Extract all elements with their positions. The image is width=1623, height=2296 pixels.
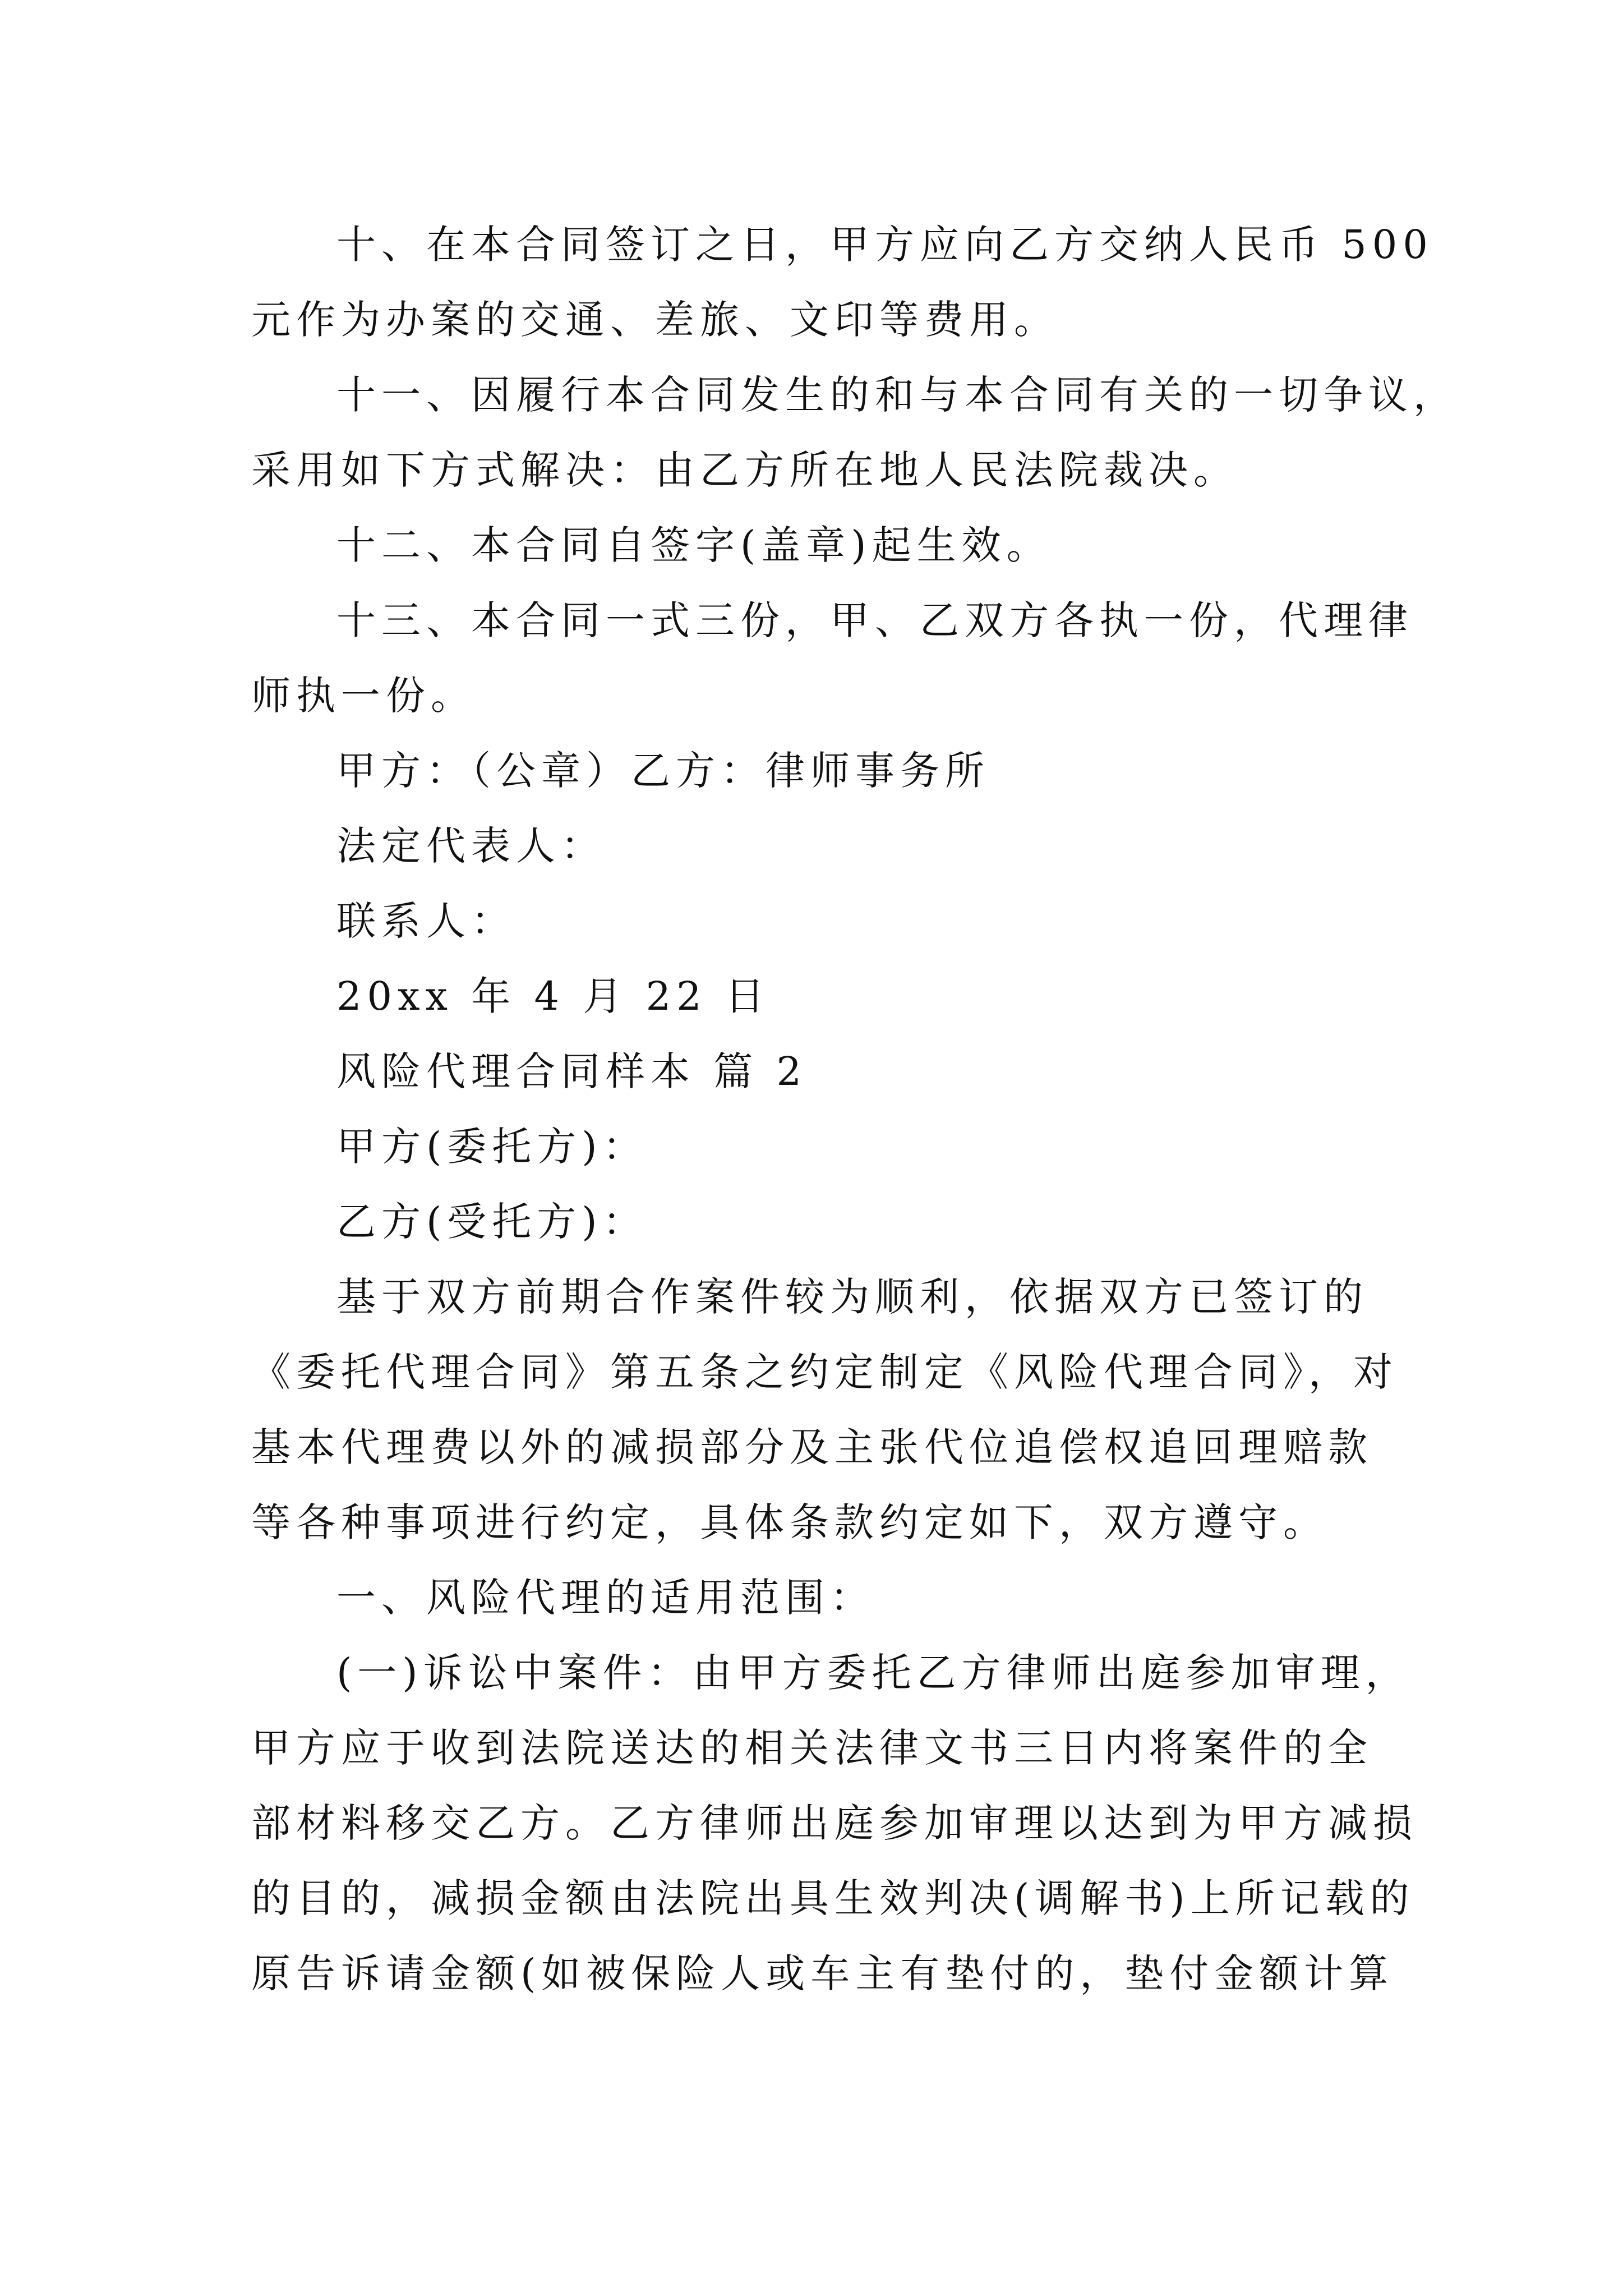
paragraph-line: 十一、因履行本合同发生的和与本合同有关的一切争议， xyxy=(336,372,1458,418)
paragraph-line: 师执一份。 xyxy=(251,673,476,719)
paragraph-line: 原告诉请金额(如被保险人或车主有垫付的，垫付金额计算 xyxy=(251,1950,1394,1996)
section-title: 风险代理合同样本 篇 2 xyxy=(336,1048,808,1094)
paragraph-line: 甲方应于收到法院送达的相关法律文书三日内将案件的全 xyxy=(251,1725,1373,1771)
paragraph-line: 元作为办案的交通、差旅、文印等费用。 xyxy=(251,297,1059,343)
party-a-line: 甲方(委托方)： xyxy=(336,1124,648,1170)
paragraph-line: 《委托代理合同》第五条之约定制定《风险代理合同》，对 xyxy=(251,1349,1398,1395)
paragraph-line: (一)诉讼中案件：由甲方委托乙方律师出庭参加审理， xyxy=(336,1650,1410,1696)
signature-date: 20xx 年 4 月 22 日 xyxy=(336,973,770,1019)
paragraph-line: 十二、本合同自签字(盖章)起生效。 xyxy=(336,522,1052,568)
paragraph-line: 采用如下方式解决：由乙方所在地人民法院裁决。 xyxy=(251,447,1238,493)
paragraph-line: 部材料移交乙方。乙方律师出庭参加审理以达到为甲方减损 xyxy=(251,1800,1418,1846)
paragraph-line: 的目的，减损金额由法院出具生效判决(调解书)上所记载的 xyxy=(251,1875,1415,1921)
paragraph-line: 等各种事项进行约定，具体条款约定如下，双方遵守。 xyxy=(251,1499,1328,1545)
party-b-line: 乙方(受托方)： xyxy=(336,1199,648,1245)
clause-heading: 一、风险代理的适用范围： xyxy=(336,1575,875,1621)
paragraph-line: 十、在本合同签订之日，甲方应向乙方交纳人民币 500 xyxy=(336,222,1433,268)
signature-line-representative: 法定代表人： xyxy=(336,823,606,869)
paragraph-line: 基于双方前期合作案件较为顺利，依据双方已签订的 xyxy=(336,1274,1368,1320)
signature-line-contact: 联系人： xyxy=(336,898,516,944)
paragraph-line: 基本代理费以外的减损部分及主张代位追偿权追回理赔款 xyxy=(251,1424,1373,1470)
signature-line-parties: 甲方：（公章）乙方：律师事务所 xyxy=(336,748,990,794)
paragraph-line: 十三、本合同一式三份，甲、乙双方各执一份，代理律 xyxy=(336,597,1413,643)
